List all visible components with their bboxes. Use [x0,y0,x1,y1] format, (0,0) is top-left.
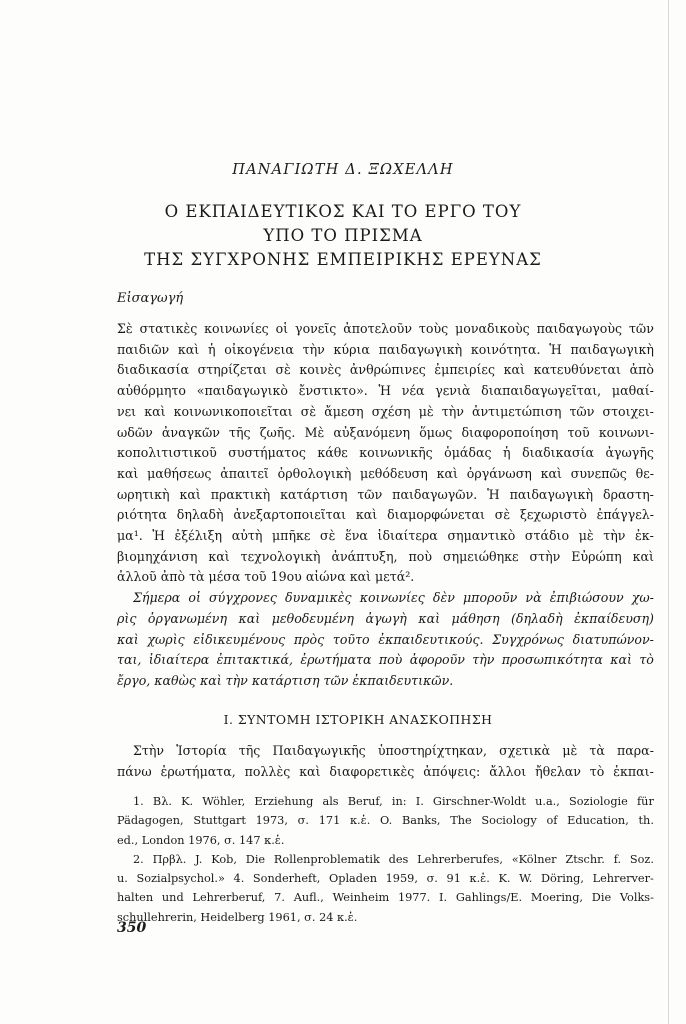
word: 2. [133,852,144,866]
page-number: 350 [117,920,147,936]
word: στοιχει- [602,403,654,419]
word: βιομηχάνιση [117,548,198,564]
text-line [117,360,654,381]
footnote-line [117,792,654,811]
word: χω- [631,590,654,606]
word: ἐκπαίδευση) [574,610,654,626]
word: ἰδιαίτερα [148,652,210,668]
word: Ἡ [152,528,165,544]
word: Soz. [629,852,654,866]
word: Opladen [328,872,377,886]
word: ἐπιβιώσουν [549,590,624,606]
word: ἐξέλιξη [174,528,223,544]
word: διαδικασία [117,362,189,378]
word: 91 [446,872,461,886]
text-line [117,547,654,568]
word: K. [498,872,511,886]
word: τῶν [569,403,595,419]
word: Sociology [481,814,537,828]
word: καὶ [610,652,632,668]
word: οἱ [188,590,201,606]
word: ριότητα [117,507,167,523]
word: πρὸς [293,631,325,647]
word: ἀνθρώπινες [349,362,426,378]
word: ἐπάγγελ- [596,507,654,523]
word: εἰδικευμένους [193,631,286,647]
word: σὲ [320,528,336,544]
italic-line [117,609,654,630]
word: μαθαί- [611,383,654,399]
word: halten [117,891,154,905]
history-paragraph [117,741,654,782]
word: Wöhler, [202,795,246,808]
word: Die [245,852,266,866]
title-line: ΥΠΟ ΤΟ ΠΡΙΣΜΑ [263,226,423,245]
word: σὲ [494,507,511,523]
word: Girschner-Woldt [432,795,526,808]
word: The [450,814,472,828]
word: Ztschr. [565,852,605,866]
word: θε- [635,465,654,481]
word: προσωπικότητα [501,652,603,668]
word: of [546,814,558,828]
word: Sozialpsychol.» [136,872,225,886]
word: Ἡ [487,486,500,502]
word: Sonderheft, [252,872,321,886]
word: ἀντιμετώπιση [472,403,562,419]
word: ἐρωτήματα, [160,763,236,779]
word: τῆς [238,743,261,758]
footnote-line: ed., London 1976, σ. 147 κ.ἑ. [117,833,285,847]
word: οἰκογένεια [224,341,294,357]
italic-line: ἔργο, καθὼς καὶ τὴν κατάρτιση τῶν ἐκπαιδευτικῶν. [117,672,454,688]
word: Lehrerberuf, [192,891,266,905]
word: μὲ [578,528,594,544]
word: «Kölner [511,852,557,866]
word: μὲ [562,743,578,758]
word: in: [391,795,407,808]
footnote-line [117,850,654,869]
word: ἰδιαίτερα [377,528,438,544]
word: Aufl., [293,891,324,905]
word: O. [380,814,393,828]
word: παρα- [617,743,654,758]
word: τὰ [589,743,605,758]
word: σημειώθηκε [442,548,519,564]
word: ἀναγκῶν [161,424,220,440]
word: ὀρθολογικὴ [277,465,352,481]
word: κοινωνικοποιεῖται [173,403,293,419]
word: ἔνστικτο». [298,383,368,399]
word: Pädagogen, [117,814,184,828]
word: διαδικασία [522,445,595,461]
text-line [117,402,654,423]
word: τὴν [441,403,464,419]
word: νει [117,403,137,419]
word: καὶ [355,507,378,523]
word: Soziologie [569,795,628,808]
word: καὶ [503,362,525,378]
word: διαφοροποίηση [461,424,559,440]
word: ἐπιτακτικά, [216,652,294,668]
word: πολλὲς [244,763,291,779]
word: Banks, [401,814,441,828]
word: ἀγωγὴ [365,610,407,626]
word: des [388,852,409,866]
word: th. [638,814,654,828]
footnote-line [117,869,654,888]
word: Συγχρόνως [492,631,564,647]
word: τεχνολογικὴ [240,548,321,564]
word: δηλαδὴ [176,507,224,523]
word: 7. [274,891,285,905]
word: Volks- [619,891,654,905]
word: Rollenproblematik [273,852,380,866]
article-title [0,200,686,272]
word: Σήμερα [133,590,181,606]
word: ἡ [207,341,216,357]
word: J. [195,852,203,866]
section-heading: Ι. ΣΥΝΤΟΜΗ ΙΣΤΟΡΙΚΗ ΑΝΑΣΚΟΠΗΣΗ [223,712,493,727]
word: ἀνάπτυξη, [331,548,398,564]
word: καὶ [179,486,201,502]
word: Döring, [540,872,584,886]
text-line: ἀλλοῦ ἀπὸ τὰ μέσα τοῦ 19ου αἰώνα καὶ μετά². [117,569,415,585]
word: νέα [401,383,425,399]
word: αὐξανόμενη [333,424,411,440]
word: πρακτικὴ [210,486,271,502]
word: διαμορφώνεται [387,507,485,523]
word: u.a., [535,795,560,808]
word: ὁμάδας [444,445,492,461]
word: σὲ [275,362,291,378]
word: μοναδικοὺς [455,321,530,336]
word: καὶ [299,763,321,779]
word: ωρητικὴ [117,486,170,502]
word: Stuttgart [193,814,246,828]
word: Ἡ [549,341,562,357]
word: ωδῶν [117,424,153,440]
word: ἕνα [344,528,368,544]
word: καὶ [177,341,200,357]
word: Lehrerberufes, [417,852,503,866]
word: 1959, [385,872,418,886]
word: 4. [233,872,245,886]
intro-heading: Εἰσαγωγή [117,291,184,306]
word: μεθόδευση [360,465,428,481]
word: κατάρτιση [280,486,348,502]
word: τὴν [302,341,325,357]
word: τὸ [639,652,654,668]
word: δραστη- [603,486,654,502]
footnote-line: schullehrerin, Heidelberg 1961, σ. 24 κ.ἑ. [117,910,358,924]
title-line: Ο ΕΚΠΑΙΔΕΥΤΙΚΟΣ ΚΑΙ ΤΟ ΕΡΓΟ ΤΟΥ [164,202,522,221]
word: παιδαγωγοὺς [536,321,623,336]
word: Lehrerver- [592,872,654,886]
word: οἱ [275,321,289,336]
word: ἐρωτήματα [300,652,372,668]
footnotes [117,792,654,927]
text-line [117,381,654,402]
word: κοινωνι- [598,424,654,440]
text-line [117,319,654,340]
word: καὶ [632,548,654,564]
intro-paragraph [117,319,654,692]
word: κ.ἑ. [349,814,371,828]
word: στάδιο [524,528,570,544]
word: κατευθύνεται [533,362,621,378]
word: παιδαγωγικὴ [570,341,654,357]
word: τῆς [229,424,251,440]
word: (δηλαδὴ [511,610,563,626]
word: τὸ [589,763,605,779]
word: I. [439,891,448,905]
text-line [117,423,654,444]
word: Μὲ [304,424,325,440]
word: μποροῦν [462,590,518,606]
word: ρὶς [117,610,137,626]
word: τὴν [603,528,626,544]
word: καὶ [540,465,562,481]
word: Ἱστορία [176,743,227,758]
word: ἀνεξαρτοποιεῖται [233,507,347,523]
word: γενιὰ [435,383,471,399]
word: καὶ [117,465,139,481]
word: συνεπῶς [570,465,627,481]
word: κοπολιτιστικοῦ [117,445,217,461]
word: ὅμως [419,424,453,440]
word: κοινότητα. [470,341,541,357]
word: für [636,795,654,808]
word: 1973, [255,814,288,828]
word: διαπαιδαγωγεῖται, [481,383,602,399]
word: σχετικὰ [499,743,551,758]
word: σημαντικὸ [447,528,516,544]
word: Education, [567,814,629,828]
word: als [322,795,339,808]
word: ζωῆς. [259,424,296,440]
word: κοινωνικῆς [359,445,433,461]
word: παιδιῶν [117,341,170,357]
word: καὶ [117,631,139,647]
word: Πρβλ. [152,852,187,866]
word: αὐθόρμητο [117,383,187,399]
word: πάνω [117,763,152,779]
word: κύρια [333,341,370,357]
word: ἐκ- [635,528,654,544]
word: μα¹. [117,528,143,544]
word: συστήματος [228,445,306,461]
word: στατικὲς [139,321,198,336]
word: κ.ἑ. [469,872,490,886]
word: ἄλλοι [489,763,527,779]
word: K. [181,795,194,808]
word: ὀργάνωση [466,465,532,481]
word: ποὺ [378,652,403,668]
word: ὀργανωμένη [147,610,227,626]
word: καὶ [144,403,166,419]
word: u. [117,872,128,886]
word: ἀφοροῦν [409,652,465,668]
word: f. [613,852,622,866]
title-line: ΤΗΣ ΣΥΓΧΡΟΝΗΣ ΕΜΠΕΙΡΙΚΗΣ ΕΡΕΥΝΑΣ [144,250,542,269]
italic-line [117,588,654,609]
word: Σὲ [117,321,133,336]
word: σ. [297,814,309,828]
word: τῶν [628,321,654,336]
word: ἀπόψεις: [423,763,481,779]
word: τὴν [472,652,495,668]
word: σχέση [371,403,411,419]
word: καὶ [208,548,230,564]
word: μὲ [418,403,434,419]
word: γονεῖς [295,321,337,336]
word: παιδαγωγῶν. [392,486,478,502]
word: τῶν [357,486,383,502]
word: ται, [117,652,142,668]
word: Weinheim [332,891,390,905]
word: ἡ [503,445,511,461]
word: ποὺ [408,548,432,564]
word: μπῆκε [272,528,311,544]
footnote-line [117,888,654,907]
word: ἀπὸ [629,362,654,378]
word: ἀποτελοῦν [343,321,412,336]
text-line [117,762,654,783]
word: ἐκπαιδευτικούς. [378,631,484,647]
word: τοῦτο [332,631,370,647]
word: δυναμικὲς [285,590,352,606]
word: Die [591,891,612,905]
word: Erziehung [254,795,314,808]
word: καὶ [238,610,261,626]
word: Ἡ [378,383,392,399]
word: ἀπαιτεῖ [220,465,269,481]
word: σύγχρονες [209,590,277,606]
word: und [161,891,184,905]
word: 1. [133,795,144,808]
word: παιδαγωγικὴ [378,341,463,357]
word: κοινὲς [299,362,342,378]
word: στηρίζεται [197,362,267,378]
word: αὐτὴ [231,528,263,544]
word: σ. [426,872,438,886]
word: Στὴν [133,743,165,758]
word: ὑποστηρίχτηκαν, [377,743,488,758]
word: δὲν [432,590,455,606]
text-line [117,741,654,762]
word: ἐμπειρίες [434,362,496,378]
word: καὶ [436,465,458,481]
text-line [117,340,654,361]
word: ξεχωριστὸ [519,507,587,523]
text-line [117,464,654,485]
word: W. [519,872,533,886]
word: ἀγωγῆς [605,445,654,461]
text-line [117,485,654,506]
word: Beruf, [347,795,383,808]
word: σὲ [300,403,317,419]
text-line [117,526,654,547]
word: κοινωνίες [204,321,269,336]
word: καὶ [418,610,441,626]
word: μεθοδευμένη [271,610,354,626]
word: κάθε [317,445,348,461]
text-line [117,505,654,526]
word: νὰ [525,590,542,606]
word: Moering, [530,891,584,905]
word: μαθήσεως [147,465,212,481]
word: «παιδαγωγικὸ [196,383,288,399]
word: τοῦ [567,424,590,440]
word: 1977. [397,891,431,905]
word: παιδαγωγικὴ [509,486,594,502]
text-line [117,443,654,464]
word: 171 [318,814,341,828]
word: χωρὶς [147,631,185,647]
word: μάθηση [451,610,500,626]
word: I. [415,795,424,808]
footnote-line [117,811,654,830]
word: Gahlings/E. [455,891,523,905]
word: διατυπώνον- [572,631,654,647]
word: στὴν [529,548,561,564]
word: κοινωνίες [359,590,425,606]
italic-line [117,650,654,671]
word: Kob, [211,852,237,866]
word: Παιδαγωγικῆς [272,743,366,758]
italic-line [117,630,654,651]
word: διαφορετικὲς [329,763,415,779]
page-edge-divider [668,0,669,1024]
author-name: ΠΑΝΑΓΙΩΤΗ Δ. ΞΩΧΕΛΛΗ [232,162,454,178]
word: ἄμεση [324,403,364,419]
word: Βλ. [152,795,172,808]
word: Εὐρώπη [571,548,622,564]
word: ἐκπαι- [613,763,654,779]
word: ἤθελαν [535,763,581,779]
word: τοὺς [418,321,449,336]
